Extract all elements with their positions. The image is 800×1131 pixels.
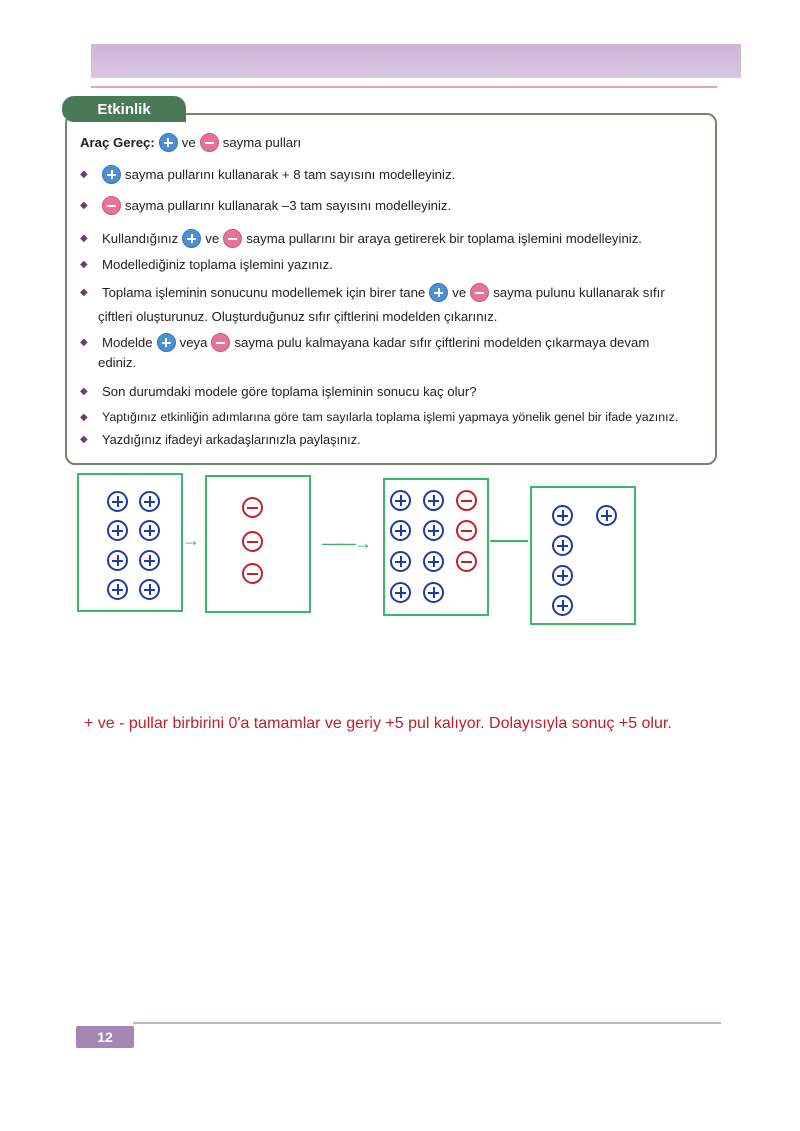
plus-chip-icon — [182, 229, 201, 248]
tab-line — [186, 113, 586, 115]
instruction-7 — [80, 384, 477, 399]
plus-counter-icon — [423, 490, 444, 511]
plus-chip-icon — [429, 283, 448, 302]
bullet-icon: ◆ — [80, 386, 88, 397]
combined-model — [383, 478, 489, 616]
plus-counter-icon — [139, 579, 160, 600]
instruction-5b — [98, 309, 497, 324]
minus-chip-icon — [470, 283, 489, 302]
plus-chip-icon — [102, 165, 121, 184]
plus-counter-icon — [390, 490, 411, 511]
minus-chip-icon — [223, 229, 242, 248]
plus-counter-icon — [423, 551, 444, 572]
plus-counter-icon — [423, 520, 444, 541]
plus-counter-icon — [390, 551, 411, 572]
plus-counter-icon — [139, 550, 160, 571]
instruction-2 — [80, 196, 451, 215]
instruction-text: Son durumdaki modele göre toplama işleminin sonucu kaç olur? — [102, 384, 477, 399]
plus-counter-icon — [552, 505, 573, 526]
instruction-text: Yaptığınız etkinliğin adımlarına göre tam sayılarla toplama işlemi yapmaya yönelik genel bir ifade yazınız. — [102, 410, 679, 424]
plus-counter-icon — [423, 582, 444, 603]
arrow-icon: ——→ — [322, 533, 370, 553]
plus-counter-icon — [107, 520, 128, 541]
instruction-3 — [80, 229, 642, 248]
plus-counter-icon — [139, 491, 160, 512]
instruction-8 — [80, 410, 678, 424]
materials-ve: ve — [181, 135, 196, 150]
materials-line — [80, 133, 301, 152]
instruction-text: sayma pullarını kullanarak –3 tam sayısını modelleyiniz. — [125, 198, 452, 213]
plus-counter-icon — [390, 520, 411, 541]
page-number: 12 — [76, 1026, 134, 1048]
instruction-text: ediniz. — [98, 355, 137, 370]
plus-eight-model — [77, 473, 183, 612]
connector-line — [490, 540, 528, 542]
plus-counter-icon — [390, 582, 411, 603]
header-band — [91, 44, 741, 78]
arrow-icon: → — [182, 530, 200, 550]
plus-counter-icon — [552, 565, 573, 586]
minus-counter-icon — [456, 551, 477, 572]
minus-counter-icon — [242, 497, 263, 518]
minus-counter-icon — [456, 490, 477, 511]
plus-chip-icon — [159, 133, 178, 152]
bullet-icon: ◆ — [80, 259, 88, 270]
plus-chip-icon — [157, 333, 176, 352]
instruction-text: çiftleri oluşturunuz. Oluşturduğunuz sıfır çiftlerini modelden çıkarınız. — [98, 309, 498, 324]
result-model — [530, 486, 636, 625]
plus-counter-icon — [596, 505, 617, 526]
bullet-icon: ◆ — [80, 287, 88, 298]
instruction-text: Toplama işleminin sonucunu modellemek için birer tane — [102, 285, 426, 300]
plus-counter-icon — [107, 579, 128, 600]
instruction-text: Yazdığınız ifadeyi arkadaşlarınızla paylaşınız. — [102, 432, 361, 447]
bullet-icon: ◆ — [80, 233, 88, 244]
handwritten-answer: + ve - pullar birbirini 0'a tamamlar ve geriy +5 pul kalıyor. Dolayısıyla sonuç +5 olur. — [84, 715, 672, 732]
instruction-text: sayma pullarını bir araya getirerek bir toplama işlemini modelleyiniz. — [246, 231, 642, 246]
instruction-text: ve — [205, 231, 220, 246]
instruction-text: Kullandığınız — [102, 231, 179, 246]
instruction-text: sayma pulunu kullanarak sıfır — [493, 285, 665, 300]
bullet-icon: ◆ — [80, 434, 88, 445]
instruction-text: ve — [452, 285, 467, 300]
plus-counter-icon — [552, 595, 573, 616]
plus-counter-icon — [139, 520, 160, 541]
minus-counter-icon — [456, 520, 477, 541]
instruction-6b — [98, 355, 136, 370]
minus-three-model — [205, 475, 311, 613]
instruction-text: Modelde — [102, 335, 153, 350]
minus-chip-icon — [102, 196, 121, 215]
minus-chip-icon — [200, 133, 219, 152]
instruction-5 — [80, 283, 665, 302]
instruction-text: veya — [179, 335, 208, 350]
minus-chip-icon — [211, 333, 230, 352]
instruction-text: sayma pullarını kullanarak + 8 tam sayısını modelleyiniz. — [125, 167, 456, 182]
minus-counter-icon — [242, 531, 263, 552]
instruction-text: Modellediğiniz toplama işlemini yazınız. — [102, 257, 333, 272]
bullet-icon: ◆ — [80, 411, 88, 423]
bullet-icon: ◆ — [80, 200, 88, 211]
instruction-text: sayma pulu kalmayana kadar sıfır çiftlerini modelden çıkarmaya devam — [234, 335, 650, 350]
bullet-icon: ◆ — [80, 169, 88, 180]
footer-line — [133, 1022, 721, 1024]
minus-counter-icon — [242, 563, 263, 584]
bullet-icon: ◆ — [80, 337, 88, 348]
materials-text: sayma pulları — [222, 135, 302, 150]
materials-label: Araç Gereç: — [80, 135, 155, 150]
plus-counter-icon — [107, 491, 128, 512]
plus-counter-icon — [107, 550, 128, 571]
instruction-9 — [80, 432, 361, 447]
instruction-1 — [80, 165, 455, 184]
header-line — [91, 86, 717, 88]
plus-counter-icon — [552, 535, 573, 556]
instruction-6 — [80, 333, 649, 352]
instruction-4 — [80, 257, 333, 272]
activity-tab: Etkinlik — [62, 96, 186, 122]
